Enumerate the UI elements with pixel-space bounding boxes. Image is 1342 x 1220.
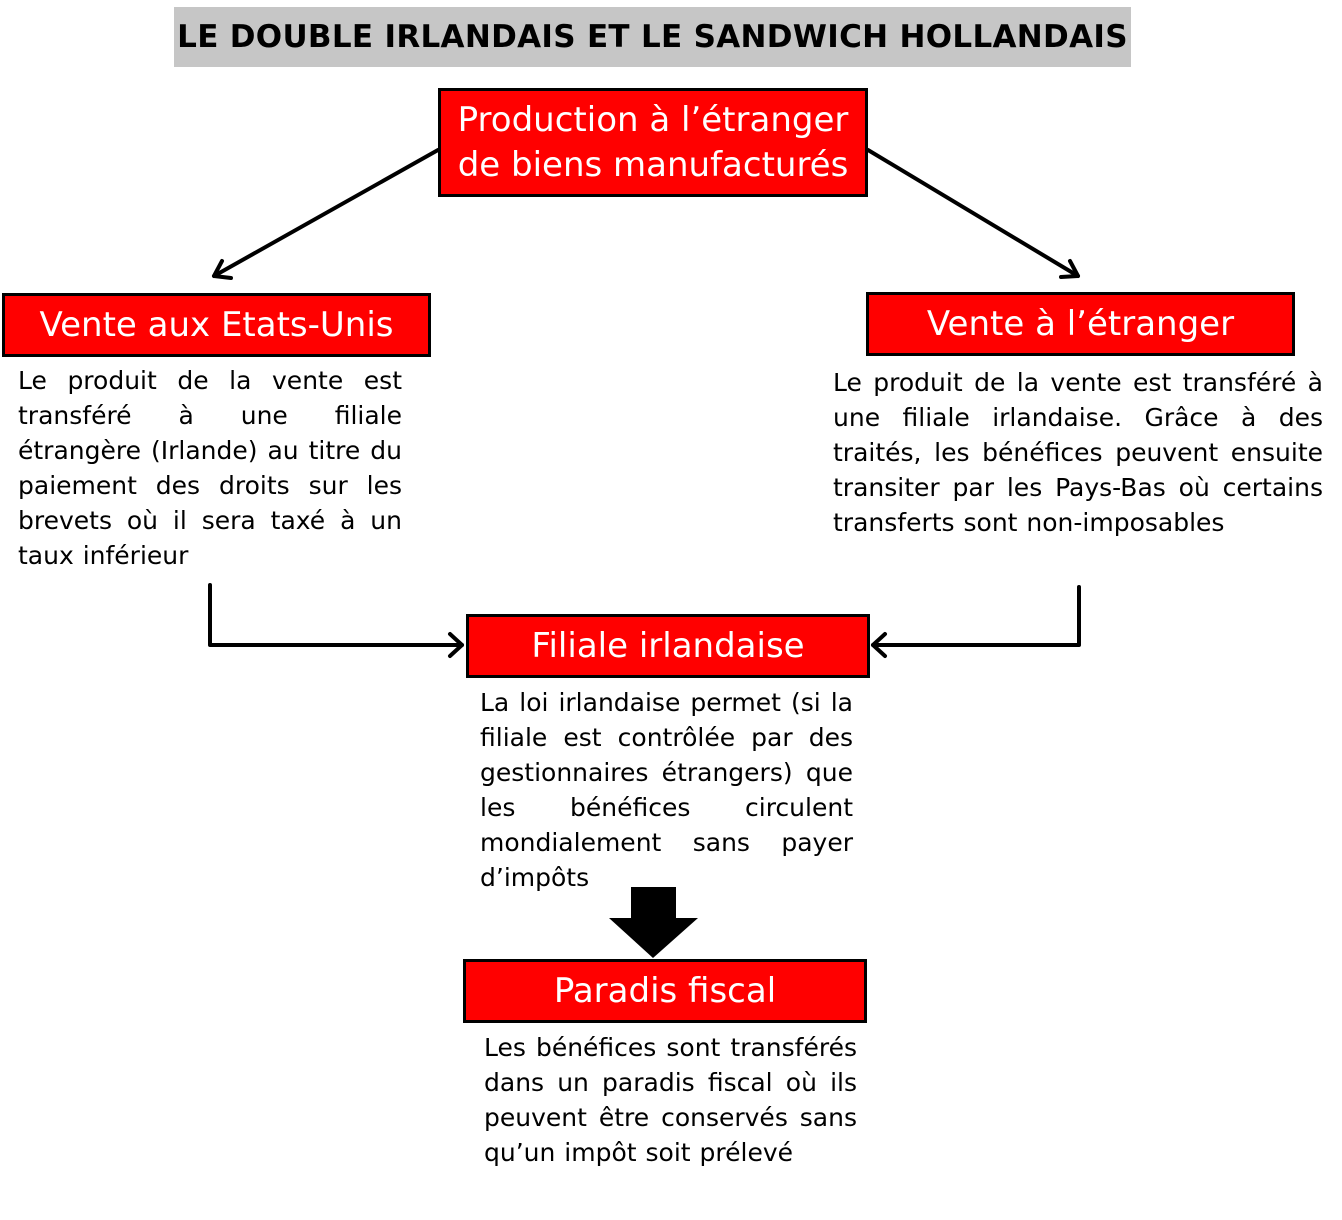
node-vente-etranger: Vente à l’étranger <box>866 292 1295 356</box>
block-arrow-filiale-to-paradis <box>609 887 698 958</box>
node-production <box>438 88 868 197</box>
node-vente-us-description: Le produit de la vente est transféré à une filiale étrangère (Irlande) au titre du paiement des droits sur les brevets où il sera taxé à un taux inférieur <box>18 366 402 570</box>
diagram-title: LE DOUBLE IRLANDAIS ET LE SANDWICH HOLLANDAIS <box>174 7 1131 67</box>
node-vente-etranger-description: Le produit de la vente est transféré à une filiale irlandaise. Grâce à des traités, les bénéfices peuvent ensuite transiter par les Pays-Bas où certains transferts sont non-imposables <box>833 368 1323 537</box>
arrow-vente-etranger-to-filiale <box>873 587 1079 645</box>
node-paradis-description: Les bénéfices sont transférés dans un paradis fiscal où ils peuvent être conservés sans qu’un impôt soit prélevé <box>484 1033 857 1167</box>
node-vente-us: Vente aux Etats-Unis <box>2 293 431 357</box>
arrow-production-to-vente-etranger <box>868 150 1078 276</box>
node-production-line1: Production à l’étranger <box>457 99 849 140</box>
arrow-vente-us-to-filiale <box>210 585 462 645</box>
node-filiale: Filiale irlandaise <box>466 614 870 678</box>
arrow-production-to-vente-us <box>214 150 438 276</box>
node-production-line2: de biens manufacturés <box>457 144 849 185</box>
node-filiale-description: La loi irlandaise permet (si la filiale est contrôlée par des gestionnaires étrangers) que les bénéfices circulent mondialement sans payer d’impôts <box>480 688 853 892</box>
node-paradis: Paradis fiscal <box>463 959 867 1023</box>
